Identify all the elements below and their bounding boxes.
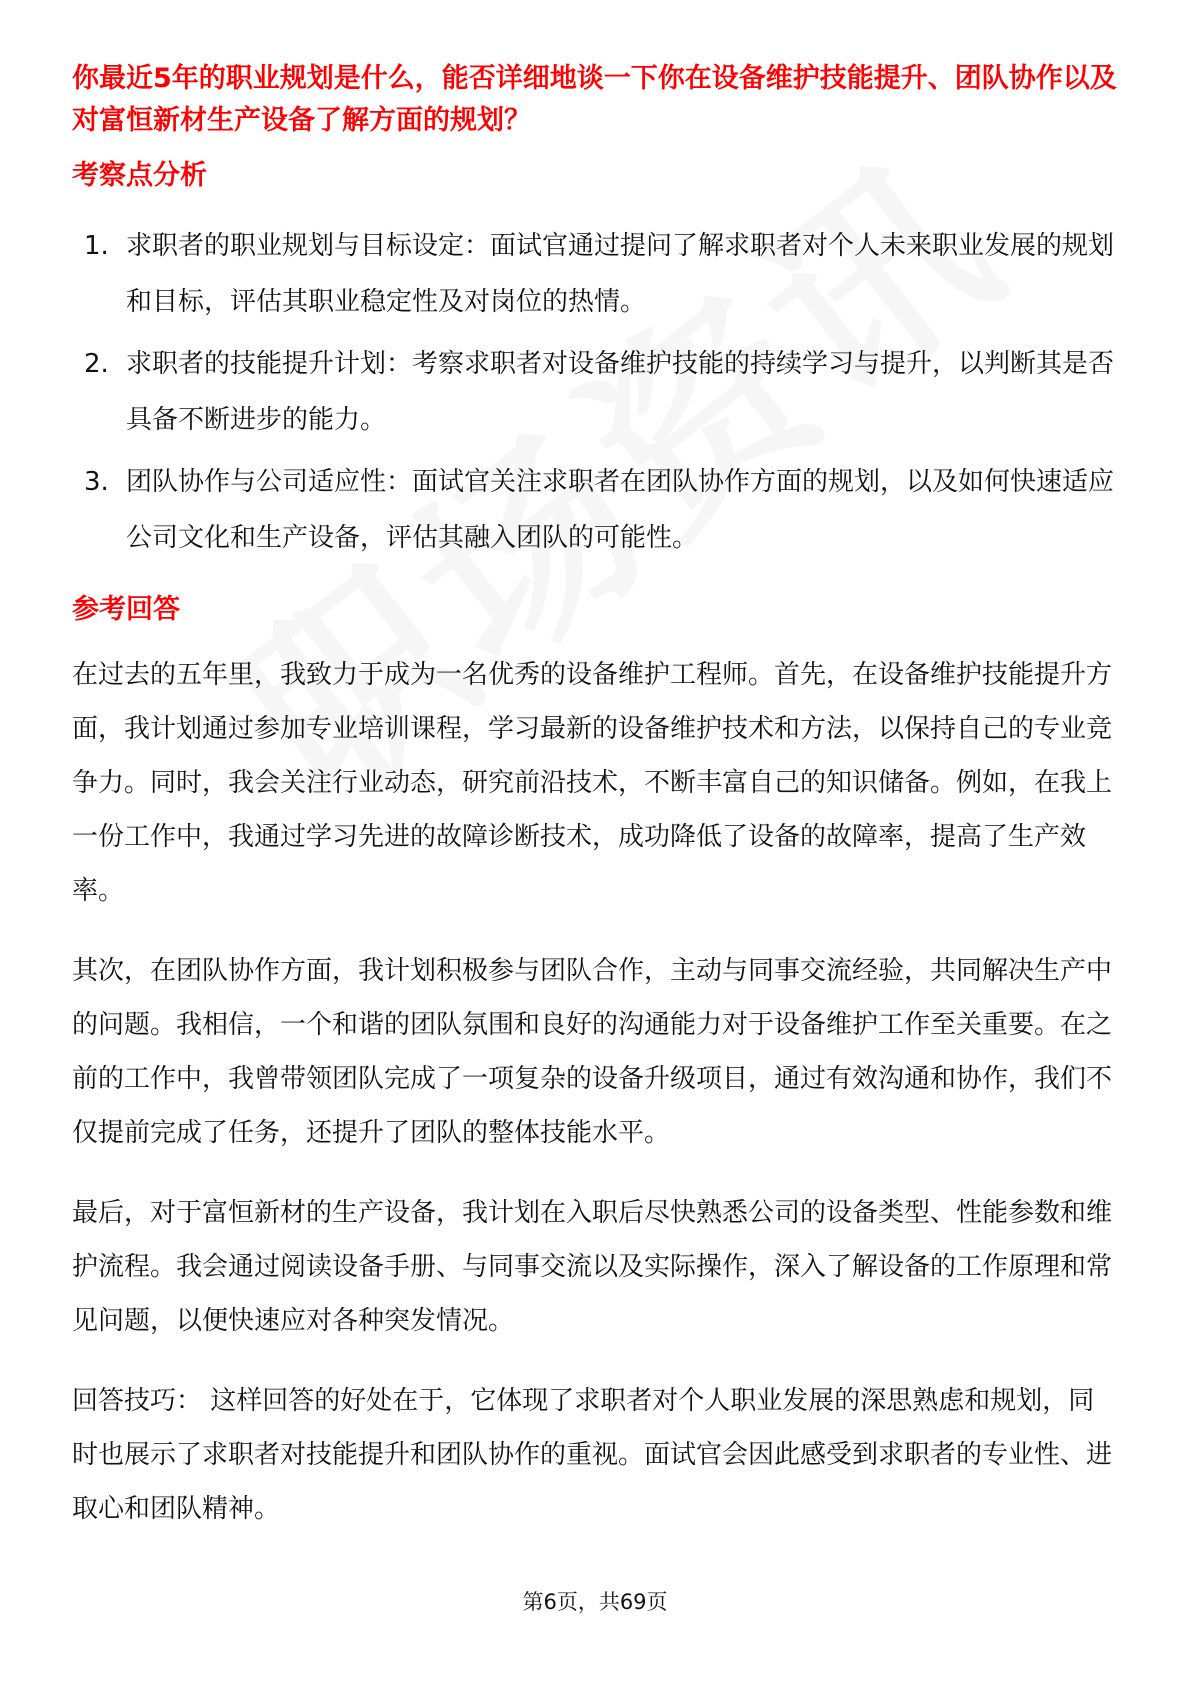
point-number: 1. <box>84 231 109 261</box>
point-text: 团队协作与公司适应性：面试官关注求职者在团队协作方面的规划，以及如何快速适应公司文化和生产设备，评估其融入团队的可能性。 <box>126 467 1115 553</box>
answer-tip-paragraph: 回答技巧： 这样回答的好处在于，它体现了求职者对个人职业发展的深思熟虑和规划，同时也展示了求职者对技能提升和团队协作的重视。面试官会因此感受到求职者的专业性、进取心和团队精神。 <box>72 1386 1113 1524</box>
point-number: 2. <box>84 349 109 379</box>
answer-paragraph: 其次，在团队协作方面，我计划积极参与团队合作，主动与同事交流经验，共同解决生产中的问题。我相信，一个和谐的团队氛围和良好的沟通能力对于设备维护工作至关重要。在之前的工作中，我曾带领团队完成了一项复杂的设备升级项目，通过有效沟通和协作，我们不仅提前完成了任务，还提升了团队的整体技能水平。 <box>72 956 1113 1148</box>
point-text: 求职者的职业规划与目标设定：面试官通过提问了解求职者对个人未来职业发展的规划和目标，评估其职业稳定性及对岗位的热情。 <box>126 231 1115 317</box>
document-page <box>72 58 1118 1536</box>
point-number: 3. <box>84 467 109 497</box>
point-text: 求职者的技能提升计划：考察求职者对设备维护技能的持续学习与提升，以判断其是否具备不断进步的能力。 <box>126 349 1115 435</box>
question-heading: 你最近5年的职业规划是什么，能否详细地谈一下你在设备维护技能提升、团队协作以及对富恒新材生产设备了解方面的规划？ <box>72 63 1117 136</box>
page-number: 第6页，共69页 <box>522 1590 668 1614</box>
answer-section-title: 参考回答 <box>72 594 180 625</box>
analysis-point <box>72 454 1118 566</box>
analysis-list <box>72 218 1118 566</box>
analysis-section-title: 考察点分析 <box>72 160 207 191</box>
analysis-point <box>72 218 1118 330</box>
analysis-point <box>72 336 1118 448</box>
answer-paragraph: 在过去的五年里，我致力于成为一名优秀的设备维护工程师。首先，在设备维护技能提升方面，我计划通过参加专业培训课程，学习最新的设备维护技术和方法，以保持自己的专业竞争力。同时，我会关注行业动态，研究前沿技术，不断丰富自己的知识储备。例如，在我上一份工作中，我通过学习先进的故障诊断技术，成功降低了设备的故障率，提高了生产效率。 <box>72 660 1113 906</box>
answer-paragraph: 最后，对于富恒新材的生产设备，我计划在入职后尽快熟悉公司的设备类型、性能参数和维护流程。我会通过阅读设备手册、与同事交流以及实际操作，深入了解设备的工作原理和常见问题，以便快速应对各种突发情况。 <box>72 1198 1113 1336</box>
